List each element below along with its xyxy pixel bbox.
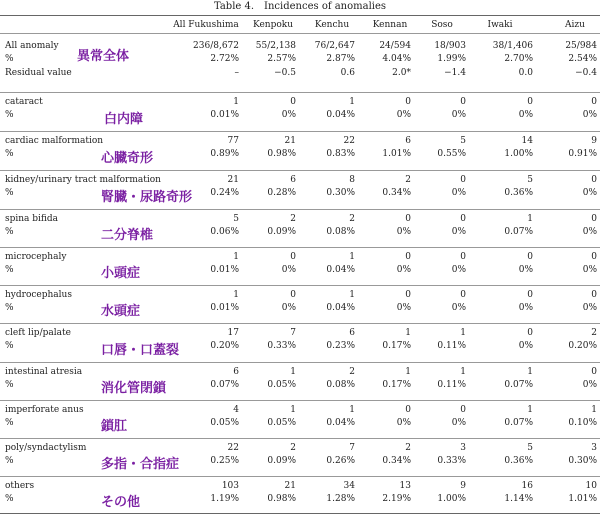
row-divider xyxy=(0,131,600,132)
row-divider xyxy=(0,323,600,324)
percent-cell: 0.23% xyxy=(326,341,355,351)
count-cell: 2 xyxy=(591,328,597,338)
row-pct-label: % xyxy=(5,54,14,64)
residual-cell: 0.0 xyxy=(518,68,533,78)
row-label: intestinal atresia xyxy=(5,367,83,377)
percent-cell: 0.09% xyxy=(267,456,296,466)
percent-cell: 1.00% xyxy=(437,494,466,504)
percent-cell: 1.28% xyxy=(326,494,355,504)
percent-cell: 0% xyxy=(582,227,597,237)
percent-cell: 1.99% xyxy=(437,54,466,64)
count-cell: 1 xyxy=(460,367,466,377)
count-cell: 0 xyxy=(405,214,411,224)
count-cell: 0 xyxy=(460,405,466,415)
count-cell: 1 xyxy=(405,367,411,377)
column-header: Soso xyxy=(431,20,453,30)
count-cell: 0 xyxy=(405,405,411,415)
percent-cell: 0% xyxy=(396,110,411,120)
japanese-label: 鎖肛 xyxy=(101,419,128,434)
count-cell: 1 xyxy=(233,252,239,262)
count-cell: 0 xyxy=(591,97,597,107)
percent-cell: 1.01% xyxy=(382,149,411,159)
count-cell: 0 xyxy=(527,252,533,262)
count-cell: 6 xyxy=(290,175,296,185)
count-cell: 0 xyxy=(591,290,597,300)
percent-cell: 0.34% xyxy=(382,188,411,198)
percent-cell: 0.36% xyxy=(504,456,533,466)
percent-cell: 2.72% xyxy=(210,54,239,64)
percent-cell: 0.06% xyxy=(210,227,239,237)
row-divider xyxy=(0,362,600,363)
count-cell: 2 xyxy=(349,367,355,377)
count-cell: 38/1,406 xyxy=(492,41,533,51)
row-label: cardiac malformation xyxy=(5,136,104,146)
percent-cell: 0.04% xyxy=(326,418,355,428)
percent-cell: 0% xyxy=(451,188,466,198)
row-label: All anomaly xyxy=(5,41,59,51)
count-cell: 0 xyxy=(460,290,466,300)
percent-cell: 0% xyxy=(396,227,411,237)
percent-cell: 0.55% xyxy=(437,149,466,159)
percent-cell: 0% xyxy=(518,341,533,351)
percent-cell: 0% xyxy=(451,303,466,313)
percent-cell: 0.05% xyxy=(210,418,239,428)
percent-cell: 0.91% xyxy=(568,149,597,159)
row-divider xyxy=(0,476,600,477)
count-cell: 1 xyxy=(527,367,533,377)
percent-cell: 0.34% xyxy=(382,456,411,466)
percent-cell: 0% xyxy=(396,265,411,275)
percent-cell: 0.11% xyxy=(437,380,466,390)
row-pct-label: % xyxy=(5,456,14,466)
japanese-label: 白内障 xyxy=(104,112,144,127)
count-cell: 77 xyxy=(227,136,239,146)
count-cell: 0 xyxy=(405,97,411,107)
percent-cell: 0.83% xyxy=(326,149,355,159)
percent-cell: 0% xyxy=(281,265,296,275)
count-cell: 14 xyxy=(521,136,533,146)
count-cell: 5 xyxy=(460,136,466,146)
percent-cell: 0.05% xyxy=(267,418,296,428)
percent-cell: 0.01% xyxy=(210,303,239,313)
percent-cell: 2.87% xyxy=(326,54,355,64)
percent-cell: 0.07% xyxy=(504,418,533,428)
percent-cell: 0.01% xyxy=(210,265,239,275)
count-cell: 0 xyxy=(290,97,296,107)
rule-top xyxy=(0,15,600,16)
row-divider xyxy=(0,400,600,401)
percent-cell: 0.25% xyxy=(210,456,239,466)
row-pct-label: % xyxy=(5,188,14,198)
residual-cell: −0.4 xyxy=(575,68,597,78)
japanese-label: 心臓奇形 xyxy=(101,151,154,166)
count-cell: 17 xyxy=(227,328,239,338)
count-cell: 5 xyxy=(527,175,533,185)
percent-cell: 0.24% xyxy=(210,188,239,198)
percent-cell: 0% xyxy=(281,303,296,313)
percent-cell: 0% xyxy=(518,303,533,313)
count-cell: 1 xyxy=(349,252,355,262)
count-cell: 1 xyxy=(527,214,533,224)
japanese-label: 口唇・口蓋裂 xyxy=(101,343,180,358)
percent-cell: 0% xyxy=(582,265,597,275)
percent-cell: 2.19% xyxy=(382,494,411,504)
column-header: All Fukushima xyxy=(173,20,239,30)
percent-cell: 1.19% xyxy=(210,494,239,504)
percent-cell: 4.04% xyxy=(382,54,411,64)
row-divider xyxy=(0,170,600,171)
row-label: poly/syndactylism xyxy=(5,443,87,453)
count-cell: 13 xyxy=(399,481,411,491)
count-cell: 1 xyxy=(460,328,466,338)
percent-cell: 0.04% xyxy=(326,303,355,313)
count-cell: 5 xyxy=(527,443,533,453)
percent-cell: 0% xyxy=(451,418,466,428)
percent-cell: 0.07% xyxy=(210,380,239,390)
count-cell: 1 xyxy=(233,290,239,300)
row-pct-label: % xyxy=(5,110,14,120)
count-cell: 1 xyxy=(349,97,355,107)
count-cell: 1 xyxy=(290,405,296,415)
count-cell: 103 xyxy=(221,481,239,491)
percent-cell: 0.04% xyxy=(326,265,355,275)
percent-cell: 0.01% xyxy=(210,110,239,120)
percent-cell: 0.33% xyxy=(267,341,296,351)
count-cell: 236/8,672 xyxy=(193,41,239,51)
percent-cell: 0.04% xyxy=(326,110,355,120)
count-cell: 22 xyxy=(227,443,239,453)
percent-cell: 0.20% xyxy=(210,341,239,351)
count-cell: 21 xyxy=(284,136,296,146)
row-divider xyxy=(0,247,600,248)
percent-cell: 0.07% xyxy=(504,227,533,237)
row-pct-label: % xyxy=(5,380,14,390)
japanese-label: 二分脊椎 xyxy=(101,228,154,243)
count-cell: 0 xyxy=(460,97,466,107)
percent-cell: 0.98% xyxy=(267,149,296,159)
percent-cell: 0.30% xyxy=(326,188,355,198)
row-pct-label: % xyxy=(5,265,14,275)
row-label: others xyxy=(5,481,35,491)
count-cell: 18/903 xyxy=(434,41,466,51)
row-label: cataract xyxy=(5,97,43,107)
percent-cell: 0.98% xyxy=(267,494,296,504)
count-cell: 4 xyxy=(233,405,239,415)
percent-cell: 0.26% xyxy=(326,456,355,466)
row-label: hydrocephalus xyxy=(5,290,72,300)
count-cell: 2 xyxy=(405,175,411,185)
count-cell: 21 xyxy=(227,175,239,185)
residual-label: Residual value xyxy=(5,68,72,78)
row-pct-label: % xyxy=(5,227,14,237)
japanese-label: その他 xyxy=(101,495,141,510)
percent-cell: 0.05% xyxy=(267,380,296,390)
percent-cell: 1.00% xyxy=(504,149,533,159)
percent-cell: 1.14% xyxy=(504,494,533,504)
percent-cell: 0.89% xyxy=(210,149,239,159)
count-cell: 2 xyxy=(290,214,296,224)
residual-cell: −1.4 xyxy=(444,68,466,78)
percent-cell: 0% xyxy=(396,303,411,313)
count-cell: 2 xyxy=(290,443,296,453)
count-cell: 8 xyxy=(349,175,355,185)
count-cell: 24/594 xyxy=(379,41,411,51)
column-header: Kenchu xyxy=(314,20,350,30)
column-header: Kenpoku xyxy=(252,20,294,30)
percent-cell: 0.28% xyxy=(267,188,296,198)
percent-cell: 0.33% xyxy=(437,456,466,466)
residual-cell: 0.6 xyxy=(340,68,355,78)
percent-cell: 0% xyxy=(582,188,597,198)
percent-cell: 0% xyxy=(518,110,533,120)
count-cell: 5 xyxy=(233,214,239,224)
count-cell: 34 xyxy=(343,481,355,491)
count-cell: 0 xyxy=(591,252,597,262)
count-cell: 3 xyxy=(591,443,597,453)
count-cell: 1 xyxy=(349,405,355,415)
count-cell: 0 xyxy=(527,290,533,300)
count-cell: 1 xyxy=(591,405,597,415)
count-cell: 7 xyxy=(349,443,355,453)
count-cell: 21 xyxy=(284,481,296,491)
percent-cell: 0.20% xyxy=(568,341,597,351)
percent-cell: 2.54% xyxy=(568,54,597,64)
percent-cell: 0.09% xyxy=(267,227,296,237)
japanese-label: 小頭症 xyxy=(101,266,141,281)
count-cell: 0 xyxy=(460,175,466,185)
count-cell: 0 xyxy=(591,367,597,377)
count-cell: 0 xyxy=(460,214,466,224)
count-cell: 10 xyxy=(585,481,597,491)
count-cell: 16 xyxy=(521,481,533,491)
percent-cell: 0.07% xyxy=(504,380,533,390)
count-cell: 1 xyxy=(405,328,411,338)
table-caption: Table 4. Incidences of anomalies xyxy=(213,1,387,12)
row-divider xyxy=(0,438,600,439)
percent-cell: 0% xyxy=(281,110,296,120)
count-cell: 25/984 xyxy=(565,41,597,51)
count-cell: 0 xyxy=(405,252,411,262)
column-header: Aizu xyxy=(565,20,585,30)
count-cell: 9 xyxy=(591,136,597,146)
percent-cell: 0.11% xyxy=(437,341,466,351)
row-pct-label: % xyxy=(5,149,14,159)
count-cell: 2 xyxy=(405,443,411,453)
count-cell: 0 xyxy=(290,290,296,300)
count-cell: 3 xyxy=(460,443,466,453)
count-cell: 1 xyxy=(527,405,533,415)
count-cell: 9 xyxy=(460,481,466,491)
percent-cell: 0% xyxy=(582,110,597,120)
percent-cell: 1.01% xyxy=(568,494,597,504)
count-cell: 6 xyxy=(405,136,411,146)
count-cell: 55/2,138 xyxy=(255,41,296,51)
row-label: kidney/urinary tract malformation xyxy=(5,175,161,185)
percent-cell: 0% xyxy=(451,227,466,237)
percent-cell: 2.70% xyxy=(504,54,533,64)
percent-cell: 0% xyxy=(451,110,466,120)
percent-cell: 0.08% xyxy=(326,380,355,390)
residual-cell: – xyxy=(234,68,239,78)
percent-cell: 0.36% xyxy=(504,188,533,198)
count-cell: 0 xyxy=(591,214,597,224)
row-pct-label: % xyxy=(5,418,14,428)
row-divider xyxy=(0,285,600,286)
count-cell: 1 xyxy=(290,367,296,377)
count-cell: 0 xyxy=(527,328,533,338)
row-label: cleft lip/palate xyxy=(5,328,71,338)
percent-cell: 0.10% xyxy=(568,418,597,428)
row-label: spina bifida xyxy=(5,214,59,224)
count-cell: 0 xyxy=(591,175,597,185)
residual-cell: −0.5 xyxy=(274,68,296,78)
count-cell: 6 xyxy=(349,328,355,338)
rule-header xyxy=(0,33,600,34)
column-header: Kennan xyxy=(372,20,408,30)
percent-cell: 0.08% xyxy=(326,227,355,237)
count-cell: 6 xyxy=(233,367,239,377)
percent-cell: 2.57% xyxy=(267,54,296,64)
count-cell: 22 xyxy=(343,136,355,146)
percent-cell: 0% xyxy=(518,265,533,275)
percent-cell: 0% xyxy=(451,265,466,275)
row-pct-label: % xyxy=(5,341,14,351)
count-cell: 1 xyxy=(349,290,355,300)
row-label: imperforate anus xyxy=(5,405,84,415)
count-cell: 0 xyxy=(405,290,411,300)
percent-cell: 0% xyxy=(396,418,411,428)
row-pct-label: % xyxy=(5,303,14,313)
japanese-label: 異常全体 xyxy=(77,49,130,64)
row-divider xyxy=(0,209,600,210)
japanese-label: 腎臓・尿路奇形 xyxy=(101,190,193,205)
count-cell: 2 xyxy=(349,214,355,224)
percent-cell: 0% xyxy=(582,380,597,390)
count-cell: 0 xyxy=(460,252,466,262)
row-pct-label: % xyxy=(5,494,14,504)
japanese-label: 水頭症 xyxy=(101,304,141,319)
count-cell: 0 xyxy=(527,97,533,107)
row-divider xyxy=(0,92,600,93)
percent-cell: 0% xyxy=(582,303,597,313)
percent-cell: 0.30% xyxy=(568,456,597,466)
count-cell: 0 xyxy=(290,252,296,262)
japanese-label: 消化管閉鎖 xyxy=(101,381,167,396)
count-cell: 76/2,647 xyxy=(314,41,355,51)
japanese-label: 多指・合指症 xyxy=(101,457,180,472)
percent-cell: 0.17% xyxy=(382,341,411,351)
column-header: Iwaki xyxy=(487,20,513,30)
count-cell: 7 xyxy=(290,328,296,338)
percent-cell: 0.17% xyxy=(382,380,411,390)
residual-cell: 2.0* xyxy=(392,68,411,78)
count-cell: 1 xyxy=(233,97,239,107)
row-label: microcephaly xyxy=(5,252,67,262)
